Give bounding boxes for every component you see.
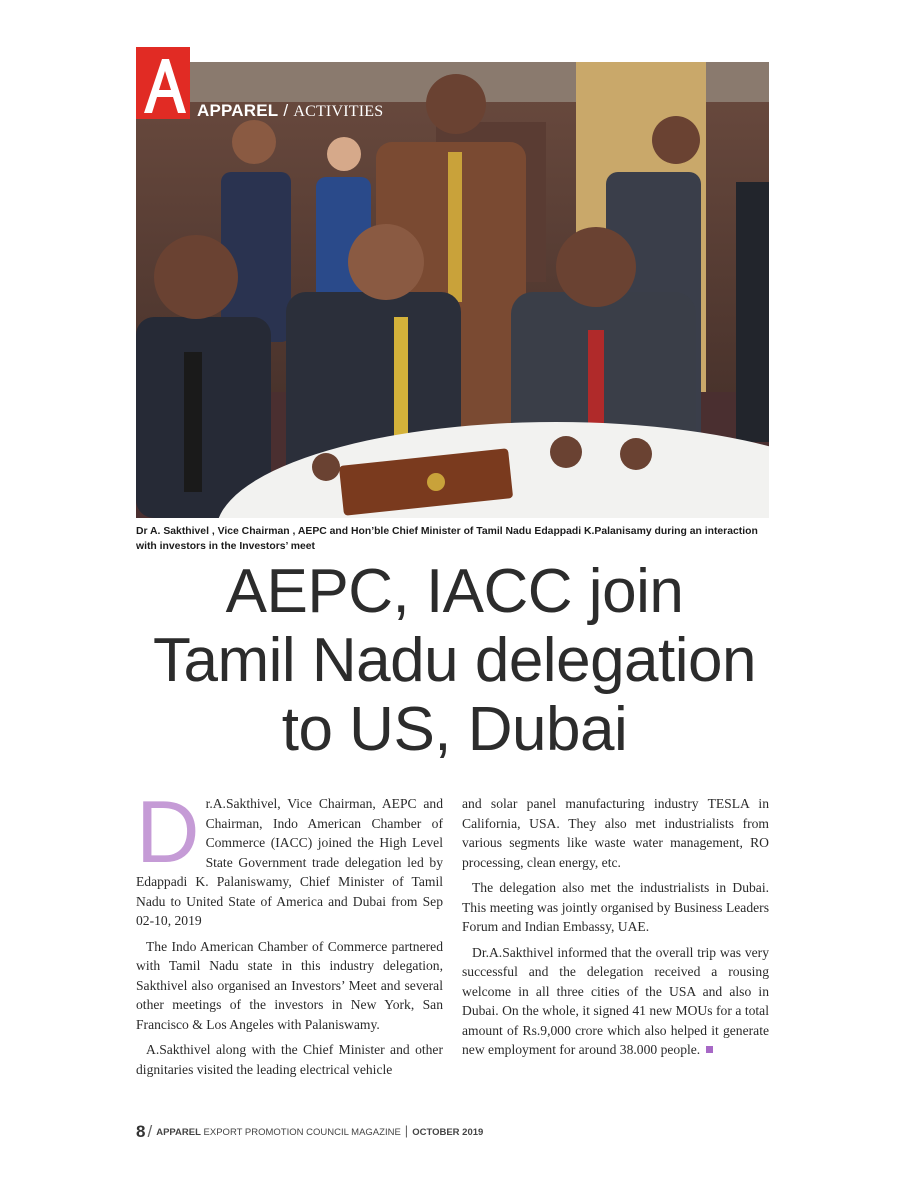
article-paragraph bbox=[462, 943, 769, 1060]
article-paragraph bbox=[136, 782, 443, 931]
article-column-left bbox=[136, 782, 443, 1085]
page-footer bbox=[136, 1122, 483, 1142]
headline-line-2: Tamil Nadu delegation bbox=[153, 626, 756, 695]
article-column-right bbox=[462, 794, 769, 1066]
headline-line-3: to US, Dubai bbox=[281, 695, 628, 764]
article-paragraph: The Indo American Chamber of Commerce partnered with Tamil Nadu state in this industry delegation, Sakthivel also organised an Investors’ Meet and several other meetings of the investors in New York, San Francisco & Los Angeles with Palaniswamy. bbox=[136, 938, 443, 1032]
photo-caption: Dr A. Sakthivel , Vice Chairman , AEPC and Hon’ble Chief Minister of Tamil Nadu Edappadi K.Palanisamy during an interaction with investors in the Investors’ meet bbox=[136, 526, 758, 552]
drop-cap: D bbox=[136, 782, 200, 881]
paragraph-text: Dr.A.Sakthivel informed that the overall trip was very successful and the delegation received a rousing welcome in all three cities of the USA and also in Dubai. On the whole, it signed 41 new MOUs for a total amount of Rs.9,000 crore which also helped it generate new employment for around 38.000 people. bbox=[462, 944, 769, 1057]
apparel-logo bbox=[136, 47, 190, 119]
meeting-photo bbox=[136, 62, 769, 518]
page-number: 8 bbox=[136, 1122, 146, 1141]
section-brand: APPAREL bbox=[197, 101, 279, 120]
apparel-logo-mark bbox=[136, 47, 190, 119]
footer-brand: APPAREL bbox=[156, 1127, 201, 1138]
paragraph-text: r.A.Sakthivel, Vice Chairman, AEPC and Chairman, Indo American Chamber of Commerce (IACC) joined the High Level State Government trade delegation led by Edappadi K. Palaniswamy, Chief Minister of Tamil Nadu to United State of America and Dubai from Sep 02-10, 2019 bbox=[136, 796, 443, 928]
meeting-photo-illustration bbox=[136, 62, 769, 518]
section-tag bbox=[197, 101, 383, 123]
footer-divider: | bbox=[404, 1123, 409, 1138]
headline bbox=[100, 557, 809, 764]
section-name: ACTIVITIES bbox=[293, 103, 384, 120]
article-paragraph: A.Sakthivel along with the Chief Minister and other dignitaries visited the leading electrical vehicle bbox=[136, 1042, 443, 1077]
headline-line-1: AEPC, IACC join bbox=[225, 557, 684, 626]
section-separator: / bbox=[283, 101, 289, 120]
article-paragraph: and solar panel manufacturing industry TESLA in California, USA. They also met industrialists from various segments like waste water management, RO processing, clean energy, etc. bbox=[462, 796, 769, 870]
footer-magazine-name: EXPORT PROMOTION COUNCIL MAGAZINE bbox=[203, 1127, 401, 1138]
footer-issue-date: OCTOBER 2019 bbox=[412, 1127, 484, 1138]
end-of-article-square-icon bbox=[706, 1046, 713, 1053]
footer-slash: / bbox=[147, 1122, 153, 1141]
article-paragraph: The delegation also met the industrialists in Dubai. This meeting was jointly organised by Business Leaders Forum and Indian Embassy, UAE. bbox=[462, 880, 769, 934]
